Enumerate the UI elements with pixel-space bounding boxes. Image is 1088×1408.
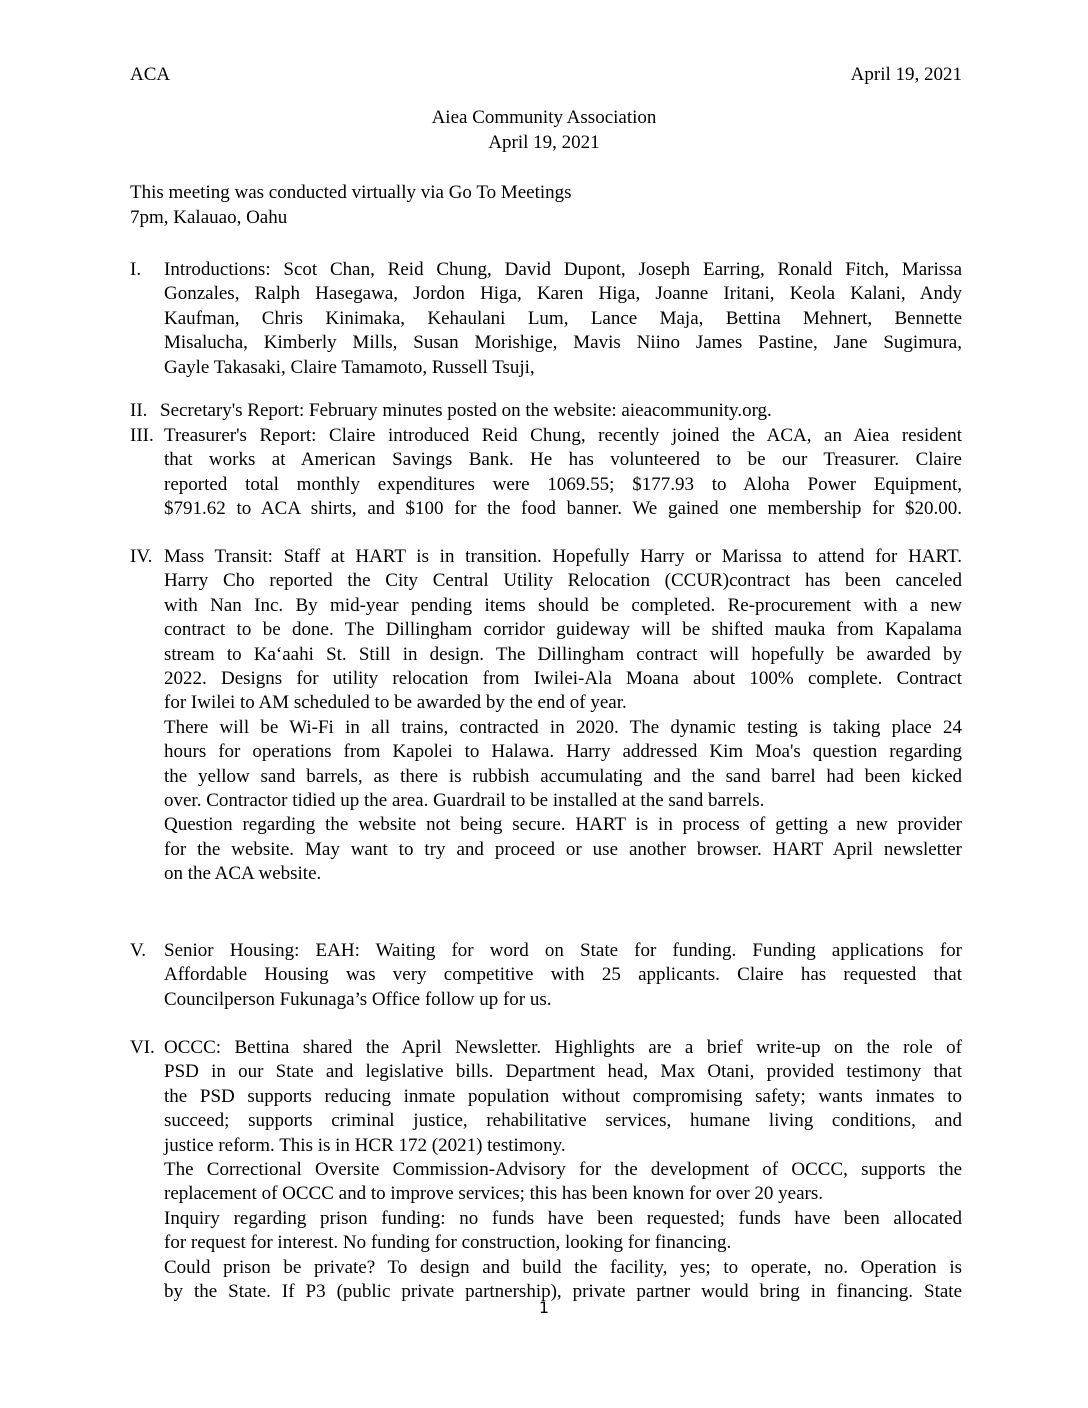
item-line: Secretary's Report: February minutes posted on the website: aieacommunity.org. (160, 400, 772, 421)
item-line: by the State. If P3 (public private partnership), private partner would bring in financing. State (164, 1281, 962, 1303)
title-date: April 19, 2021 (488, 132, 600, 153)
item-line: for the website. May want to try and proceed or use another browser. HART April newsletter (164, 838, 962, 860)
intro-line-2: 7pm, Kalauao, Oahu (130, 207, 288, 228)
item-body (164, 258, 962, 380)
item-line: OCCC: Bettina shared the April Newsletter. Highlights are a brief write-up on the role of (164, 1037, 962, 1058)
agenda-item-senior-housing (130, 939, 962, 1012)
item-line: contract to be done. The Dillingham corridor guideway will be shifted mauka from Kapalama (164, 619, 962, 641)
item-line: hours for operations from Kapolei to Halawa. Harry addressed Kim Moa's question regarding (164, 741, 962, 763)
item-line: Harry Cho reported the City Central Utility Relocation (CCUR)contract has been canceled (164, 570, 962, 592)
item-line: Introductions: Scot Chan, Reid Chung, David Dupont, Joseph Earring, Ronald Fitch, Marissa (164, 259, 962, 280)
agenda-item-treasurer-report (130, 424, 962, 522)
item-line: Treasurer's Report: Claire introduced Reid Chung, recently joined the ACA, an Aiea resident (164, 425, 962, 446)
agenda-item-introductions (130, 258, 962, 380)
item-line: Gayle Takasaki, Claire Tamamoto, Russell Tsuji, (164, 356, 535, 378)
item-number: I. (130, 259, 142, 280)
item-line: for request for interest. No funding for construction, looking for financing. (164, 1232, 732, 1254)
item-line: The Correctional Oversite Commission-Advisory for the development of OCCC, supports the (164, 1159, 962, 1181)
item-line: Mass Transit: Staff at HART is in transition. Hopefully Harry or Marissa to attend for HART. (164, 546, 962, 567)
item-line: justice reform. This is in HCR 172 (2021) testimony. (164, 1134, 566, 1156)
item-line: Could prison be private? To design and build the facility, yes; to operate, no. Operation is (164, 1256, 962, 1278)
item-line: the yellow sand barrels, as there is rubbish accumulating and the sand barrel had been kicked (164, 765, 962, 787)
meeting-intro (130, 180, 970, 230)
item-body (164, 1036, 962, 1304)
title-org: Aiea Community Association (431, 107, 657, 128)
item-line: that works at American Savings Bank. He has volunteered to be our Treasurer. Claire (164, 449, 962, 471)
item-line: PSD in our State and legislative bills. Department head, Max Otani, provided testimony that (164, 1061, 962, 1083)
item-line: $791.62 to ACA shirts, and $100 for the food banner. We gained one membership for $20.00. (164, 498, 962, 520)
item-line: Senior Housing: EAH: Waiting for word on State for funding. Funding applications for (164, 940, 962, 961)
item-number: III. (130, 425, 154, 446)
item-line: replacement of OCCC and to improve services; this has been known for over 20 years. (164, 1183, 824, 1205)
item-line: There will be Wi-Fi in all trains, contracted in 2020. The dynamic testing is taking place 24 (164, 716, 962, 738)
item-line: Affordable Housing was very competitive with 25 applicants. Claire has requested that (164, 964, 962, 986)
item-body (160, 399, 962, 423)
item-line: the PSD supports reducing inmate population without compromising safety; wants inmates to (164, 1085, 962, 1107)
item-line: stream to Ka‘aahi St. Still in design. The Dillingham contract will hopefully be awarded by (164, 643, 962, 665)
intro-line-1: This meeting was conducted virtually via Go To Meetings (130, 182, 572, 203)
page-number: 1 (538, 1298, 550, 1317)
item-line: Misalucha, Kimberly Mills, Susan Morishige, Mavis Niino James Pastine, Jane Sugimura, (164, 332, 962, 354)
item-line: over. Contractor tidied up the area. Guardrail to be installed at the sand barrels. (164, 790, 765, 812)
item-body (164, 545, 962, 887)
item-line: for Iwilei to AM scheduled to be awarded by the end of year. (164, 692, 627, 714)
item-number: V. (130, 940, 147, 961)
header-org: ACA (130, 64, 171, 85)
item-body (164, 939, 962, 1012)
agenda-item-occc (130, 1036, 962, 1304)
item-line: on the ACA website. (164, 863, 322, 885)
item-line: with Nan Inc. By mid-year pending items should be completed. Re-procurement with a new (164, 594, 962, 616)
item-line: succeed; supports criminal justice, rehabilitative services, humane living conditions, and (164, 1110, 962, 1132)
header-date: April 19, 2021 (850, 64, 962, 85)
agenda-item-mass-transit (130, 545, 962, 887)
item-number: IV. (130, 546, 153, 567)
item-line: Councilperson Fukunaga’s Office follow up for us. (164, 988, 552, 1010)
item-line: Question regarding the website not being secure. HART is in process of getting a new provider (164, 814, 962, 836)
item-number: II. (130, 400, 148, 421)
item-line: Inquiry regarding prison funding: no funds have been requested; funds have been allocated (164, 1207, 962, 1229)
item-body (164, 424, 962, 522)
item-line: Kaufman, Chris Kinimaka, Kehaulani Lum, Lance Maja, Bettina Mehnert, Bennette (164, 307, 962, 329)
document-title (0, 105, 1088, 155)
item-line: 2022. Designs for utility relocation from Iwilei-Ala Moana about 100% complete. Contract (164, 668, 962, 690)
item-line: Gonzales, Ralph Hasegawa, Jordon Higa, Karen Higa, Joanne Iritani, Keola Kalani, Andy (164, 283, 962, 305)
agenda-item-secretary-report (130, 399, 962, 423)
item-line: reported total monthly expenditures were 1069.55; $177.93 to Aloha Power Equipment, (164, 473, 962, 495)
item-number: VI. (130, 1037, 155, 1058)
